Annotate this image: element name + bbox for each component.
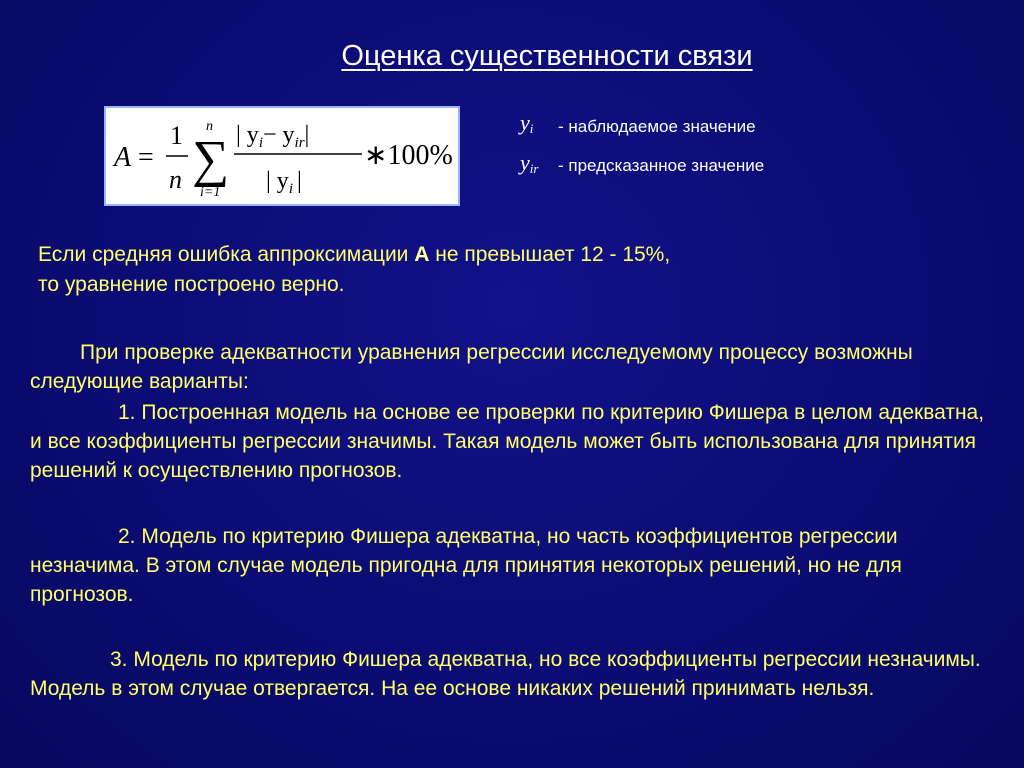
slide-title: Оценка существенности связи — [341, 40, 753, 72]
legend-desc-yir: - предсказанное значение — [558, 156, 765, 175]
variant-3 — [30, 645, 998, 703]
formula-numerator: | $y_i- y_{ir}|$ — [236, 122, 310, 151]
formula-sum-sign: ∑ — [192, 131, 230, 188]
approximation-rule — [38, 240, 938, 300]
formula-eq: = — [138, 142, 154, 173]
formula-sum-lower: i=1 — [200, 185, 221, 200]
variable-legend — [520, 110, 820, 190]
legend-symbol-yi: $y_i$ — [520, 110, 534, 136]
formula-tail: ∗100% — [364, 140, 453, 171]
formula-frac-num: 1 — [170, 121, 183, 150]
formula-sum-upper: n — [206, 119, 213, 134]
rule-bold-a: А — [414, 243, 430, 266]
variant-2 — [30, 522, 998, 609]
formula-lhs: A — [114, 142, 132, 173]
variant-1 — [30, 398, 998, 485]
formula-svg — [106, 108, 458, 204]
legend-symbol-yir: $y_{ir}$ — [520, 150, 539, 176]
variant-2-text: 2. Модель по критерию Фишера адекватна, но часть коэффициентов регрессии незначима. В этом случае модель пригодна для принятия некоторых решений, но не для прогнозов. — [30, 525, 902, 606]
rule-line-1: Если средняя ошибка аппроксимации А не превышает 12 - 15%, — [38, 243, 671, 266]
intro-paragraph — [30, 338, 998, 396]
rule-line-2: то уравнение построено верно. — [38, 273, 345, 296]
formula-box — [104, 106, 460, 206]
formula-denominator: | $y_i$ | — [266, 168, 302, 197]
intro-text: При проверке адекватности уравнения регрессии исследуемому процессу возможны следующие варианты: — [30, 341, 913, 393]
formula-frac-den: n — [169, 165, 182, 194]
legend-desc-yi: - наблюдаемое значение — [558, 117, 756, 136]
variant-1-text: 1. Построенная модель на основе ее проверки по критерию Фишера в целом адекватна, и все коэффициенты регрессии значимы. Такая модель может быть использована для принятия решений к осуществлению прогнозов. — [30, 401, 985, 482]
variant-3-text: 3. Модель по критерию Фишера адекватна, но все коэффициенты регрессии незначимы. Модель в этом случае отвергается. На ее основе никаких решений принимать нельзя. — [30, 648, 981, 700]
